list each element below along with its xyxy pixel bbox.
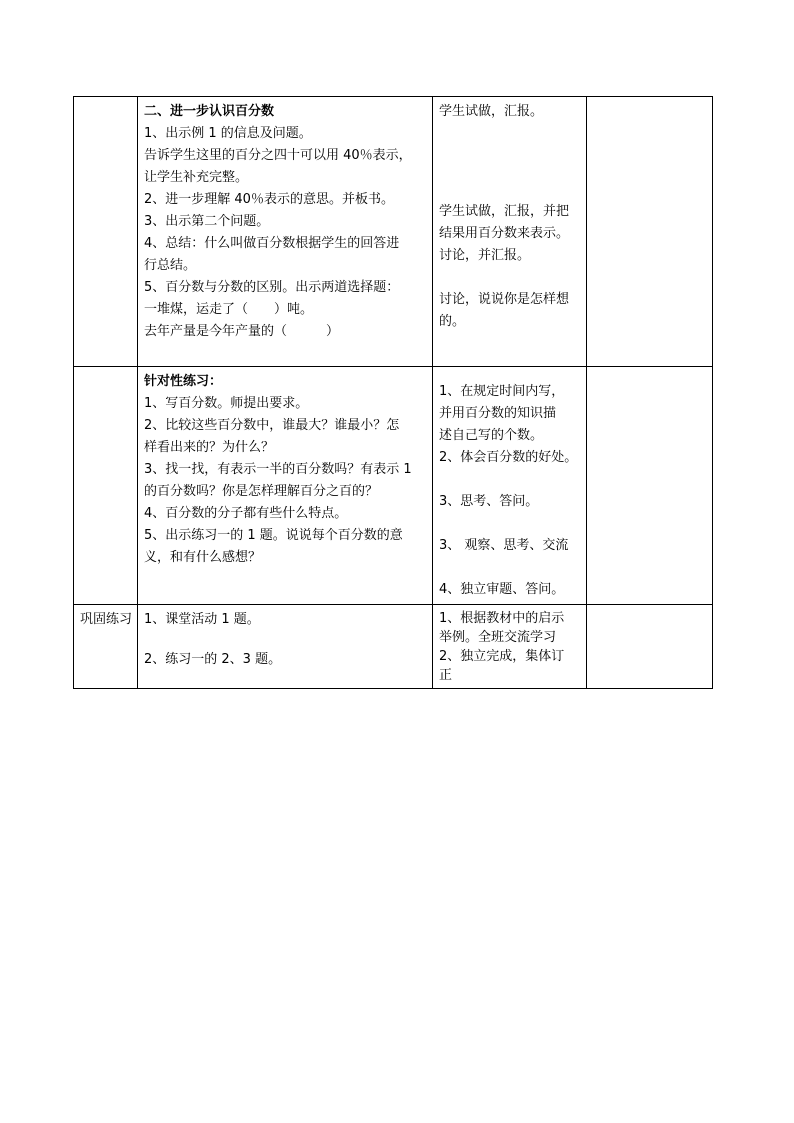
note-cell: [587, 367, 713, 605]
student-line: 2、独立完成，集体订: [439, 649, 565, 664]
process-line: 2、比较这些百分数中，谁最大？谁最小？怎: [144, 418, 400, 433]
process-line: 告诉学生这里的百分之四十可以用 40％表示，: [144, 148, 412, 163]
process-line: 2、进一步理解 40％表示的意思。并板书。: [144, 192, 394, 207]
process-line: 3、出示第二个问题。: [144, 214, 270, 229]
student-line: 学生试做，汇报。: [439, 104, 544, 119]
student-line: 述自己写的个数。: [439, 428, 544, 443]
note-cell: [587, 97, 713, 367]
student-line: 1、根据教材中的启示: [439, 611, 565, 626]
process-line: 1、出示例 1 的信息及问题。: [144, 126, 312, 141]
student-cell: [433, 97, 587, 367]
process-line: 3、找一找，有表示一半的百分数吗？有表示 1: [144, 462, 412, 477]
table-row: [74, 605, 713, 689]
student-line: 3、思考、答问。: [439, 494, 539, 509]
process-line: 4、百分数的分子都有些什么特点。: [144, 506, 348, 521]
lesson-plan-table: [73, 96, 713, 689]
process-line: 去年产量是今年产量的（ ）: [144, 324, 340, 339]
student-line: 学生试做，汇报，并把: [439, 204, 570, 219]
section-heading: 二、进一步认识百分数: [144, 104, 275, 119]
student-line: 讨论，并汇报。: [439, 248, 531, 263]
process-line: 2、练习一的 2、3 题。: [144, 652, 282, 667]
process-line: 样看出来的？为什么？: [144, 440, 275, 455]
process-line: 5、出示练习一的 1 题。说说每个百分数的意: [144, 528, 403, 543]
process-line: 让学生补充完整。: [144, 170, 249, 185]
student-cell: [433, 367, 587, 605]
process-line: 4、总结：什么叫做百分数根据学生的回答进: [144, 236, 400, 251]
student-line: 讨论，说说你是怎样想: [439, 292, 570, 307]
process-line: 1、写百分数。师提出要求。: [144, 396, 309, 411]
stage-cell: [74, 367, 138, 605]
process-cell: [138, 367, 433, 605]
student-line: 4、独立审题、答问。: [439, 582, 565, 597]
process-line: 的百分数吗？你是怎样理解百分之百的？: [144, 484, 379, 499]
student-line: 正: [439, 668, 453, 683]
process-line: 义，和有什么感想？: [144, 550, 262, 565]
process-line: 行总结。: [144, 258, 197, 273]
student-line: 结果用百分数来表示。: [439, 226, 570, 241]
student-line: 的。: [439, 314, 466, 329]
table-row: [74, 97, 713, 367]
stage-label: 巩固练习: [74, 605, 138, 689]
process-cell: [138, 97, 433, 367]
student-cell: [433, 605, 587, 689]
student-line: 3、 观察、思考、交流: [439, 538, 569, 553]
stage-cell: [74, 97, 138, 367]
process-line: 1、课堂活动 1 题。: [144, 612, 260, 627]
process-line: 5、百分数与分数的区别。出示两道选择题：: [144, 280, 400, 295]
note-cell: [587, 605, 713, 689]
process-cell: [138, 605, 433, 689]
student-line: 1、在规定时间内写，: [439, 384, 565, 399]
table-row: [74, 367, 713, 605]
student-line: 2、体会百分数的好处。: [439, 450, 578, 465]
section-heading: 针对性练习：: [144, 374, 223, 389]
student-line: 并用百分数的知识描: [439, 406, 557, 421]
process-line: 一堆煤，运走了（ ）吨。: [144, 302, 314, 317]
student-line: 举例。全班交流学习: [439, 630, 557, 645]
